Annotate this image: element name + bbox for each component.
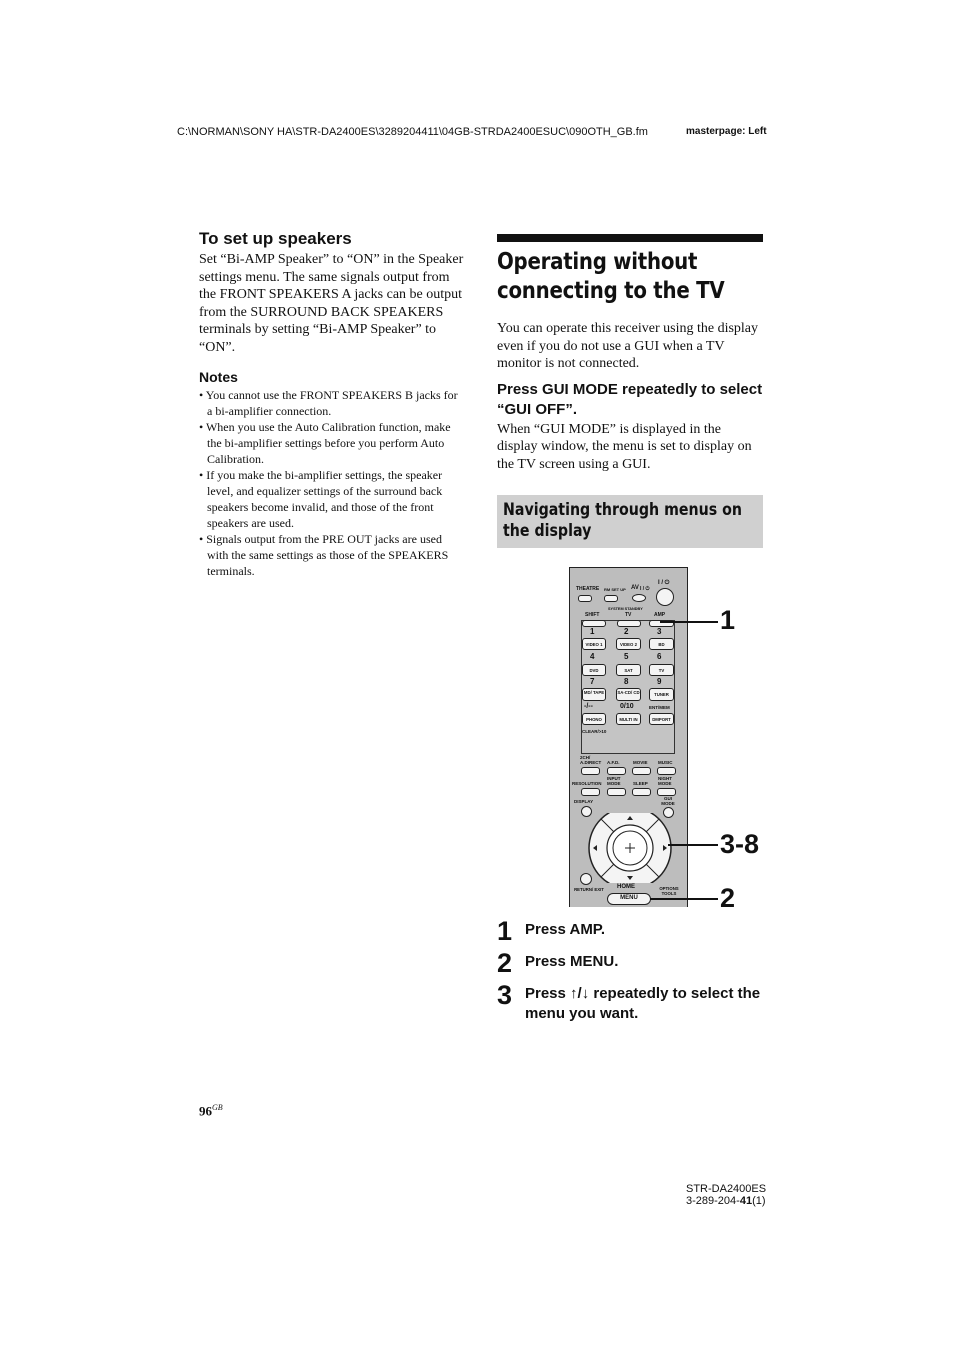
input-mode-button[interactable]: [607, 788, 626, 796]
speaker-setup-body: Set “Bi-AMP Speaker” to “ON” in the Speaker settings menu. The same signals output from the FRONT SPEAKERS A jacks can be output from the SURROUND BACK SPEAKERS terminals by setting “Bi-AMP Speaker” to “ON”.: [199, 252, 464, 355]
key-number: 3: [657, 627, 662, 636]
step-number: 1: [497, 916, 513, 946]
key-number: 6: [657, 652, 662, 661]
intro-text: You can operate this receiver using the display even if you do not use a GUI when a TV monitor is not connected.: [497, 321, 759, 372]
dvd-button[interactable]: DVD: [582, 664, 606, 676]
resolution-button[interactable]: [581, 788, 600, 796]
options-tools-label: OPTIONS TOOLS: [659, 886, 679, 896]
left-column: [199, 229, 465, 579]
theatre-label: THEATRE: [576, 586, 600, 592]
display-label: DISPLAY: [574, 799, 594, 804]
callout-dpad: 3-8: [720, 829, 760, 859]
return-exit-button[interactable]: [580, 873, 592, 885]
page-title: Operating without connecting to the TV: [497, 249, 725, 304]
gui-mode-heading: Press GUI MODE repeatedly to select “GUI OFF”.: [497, 380, 763, 418]
gui-mode-label: GUI MODE: [661, 796, 675, 806]
section-rule: [497, 234, 763, 242]
notes-heading: Notes: [199, 368, 238, 385]
note-item: • If you make the bi-amplifier settings, the speaker level, and equalizer settings of the surround back speakers become invalid, and those of the front speakers are used.: [199, 467, 465, 531]
av-power-label: I / ⏻: [640, 586, 650, 592]
footer-model-code: [686, 1183, 766, 1207]
gui-mode-body: When “GUI MODE” is displayed in the display window, the menu is set to display on the TV screen using a GUI.: [497, 421, 752, 472]
step-number: 2: [497, 948, 513, 978]
callout-amp: 1: [720, 605, 736, 635]
key-number: 9: [657, 677, 662, 686]
sleep-label: SLEEP: [633, 781, 648, 786]
av-label: AV: [631, 585, 639, 591]
header-file-path: C:\NORMAN\SONY HA\STR-DA2400ES\3289204411\04GB-STRDA2400ESUC\090OTH_GB.fm: [177, 126, 648, 138]
key-number: 4: [590, 652, 595, 661]
key-number: 8: [624, 677, 629, 686]
footer-model: STR-DA2400ES: [686, 1183, 767, 1195]
return-exit-label: RETURN/ EXIT: [574, 887, 604, 892]
note-item: • Signals output from the PRE OUT jacks are used with the same settings as those of the SPEAKERS terminals.: [199, 531, 465, 579]
tv-input-button[interactable]: TV: [649, 664, 674, 676]
page-number: $96^{GB}$: [199, 1103, 223, 1119]
bd-button[interactable]: BD: [649, 638, 674, 650]
afd-label: A.F.D.: [607, 760, 620, 765]
tuner-button[interactable]: TUNER: [649, 688, 674, 701]
theatre-button[interactable]: [578, 595, 592, 602]
music-label: MUSIC: [658, 760, 673, 765]
music-button[interactable]: [657, 767, 676, 775]
a-direct-label: 2CH/ A.DIRECT: [580, 755, 602, 765]
right-column: [497, 234, 763, 548]
header-masterpage: masterpage: Left: [686, 126, 767, 137]
note-item: • When you use the Auto Calibration function, make the bi-amplifier settings before you perform Auto Calibration.: [199, 419, 465, 467]
key-number: 1: [590, 627, 595, 636]
sacd-cd-button[interactable]: SA-CD/ CD: [616, 688, 641, 701]
callout-line-dpad: [668, 844, 718, 846]
input-mode-label: INPUT MODE: [607, 776, 621, 786]
rm-setup-button[interactable]: [604, 595, 618, 602]
remote-body: [569, 567, 688, 907]
dpad-icon[interactable]: [586, 813, 674, 883]
note-item: • You cannot use the FRONT SPEAKERS B jacks for a bi-amplifier connection.: [199, 387, 465, 419]
phono-button[interactable]: PHONO: [582, 713, 606, 725]
shift-label: SHIFT: [585, 612, 600, 618]
multi-in-button[interactable]: MULTI IN: [616, 713, 641, 725]
nav-section-title: Navigating through menus on the display: [503, 499, 742, 540]
rm-setup-label: RM SET UP: [604, 587, 626, 592]
amp-label: AMP: [654, 612, 666, 618]
callout-menu: 2: [720, 883, 736, 913]
movie-label: MOVIE: [633, 760, 648, 765]
key-number: 5: [624, 652, 629, 661]
md-tape-button[interactable]: MD/ TAPE: [582, 688, 606, 701]
speaker-setup-heading: To set up speakers: [199, 229, 352, 248]
callout-line-amp: [660, 621, 718, 623]
video2-button[interactable]: VIDEO 2: [616, 638, 641, 650]
menu-button[interactable]: MENU: [607, 893, 651, 905]
shift-button[interactable]: [582, 620, 606, 627]
a-direct-button[interactable]: [581, 767, 600, 775]
key-number: 0/10: [620, 703, 634, 710]
av-power-button[interactable]: [632, 594, 646, 602]
sat-button[interactable]: SAT: [616, 664, 641, 676]
video1-button[interactable]: VIDEO 1: [582, 638, 606, 650]
step-text: Press MENU.: [525, 953, 619, 970]
afd-button[interactable]: [607, 767, 626, 775]
key-number: -/--: [584, 703, 593, 710]
nav-section-box: [497, 495, 763, 548]
night-mode-label: NIGHT MODE: [658, 776, 672, 786]
tv-label: TV: [625, 612, 632, 618]
notes-list: [199, 387, 465, 579]
power-button[interactable]: [656, 588, 674, 606]
key-number: 2: [624, 627, 629, 636]
dmport-button[interactable]: DMPORT: [649, 713, 674, 725]
clear-label: CLEAR/>10: [582, 729, 607, 734]
night-mode-button[interactable]: [657, 788, 676, 796]
tv-button[interactable]: [617, 620, 641, 627]
system-standby-label: SYSTEM STANDBY: [608, 607, 643, 611]
step-text: Press AMP.: [525, 921, 606, 938]
resolution-label: RESOLUTION: [572, 781, 602, 786]
key-number: ENT/MEM: [649, 705, 670, 710]
remote-illustration: [569, 567, 689, 908]
footer-code: 3-289-204-41(1): [686, 1195, 766, 1207]
step-number: 3: [497, 980, 513, 1010]
sleep-button[interactable]: [632, 788, 651, 796]
callout-line-menu: [650, 898, 718, 900]
power-label: I / ⏻: [658, 580, 670, 586]
movie-button[interactable]: [632, 767, 651, 775]
step-text: Press ↑/↓ repeatedly to select the menu you want.: [525, 985, 761, 1022]
key-number: 7: [590, 677, 595, 686]
home-label: HOME: [617, 884, 635, 890]
